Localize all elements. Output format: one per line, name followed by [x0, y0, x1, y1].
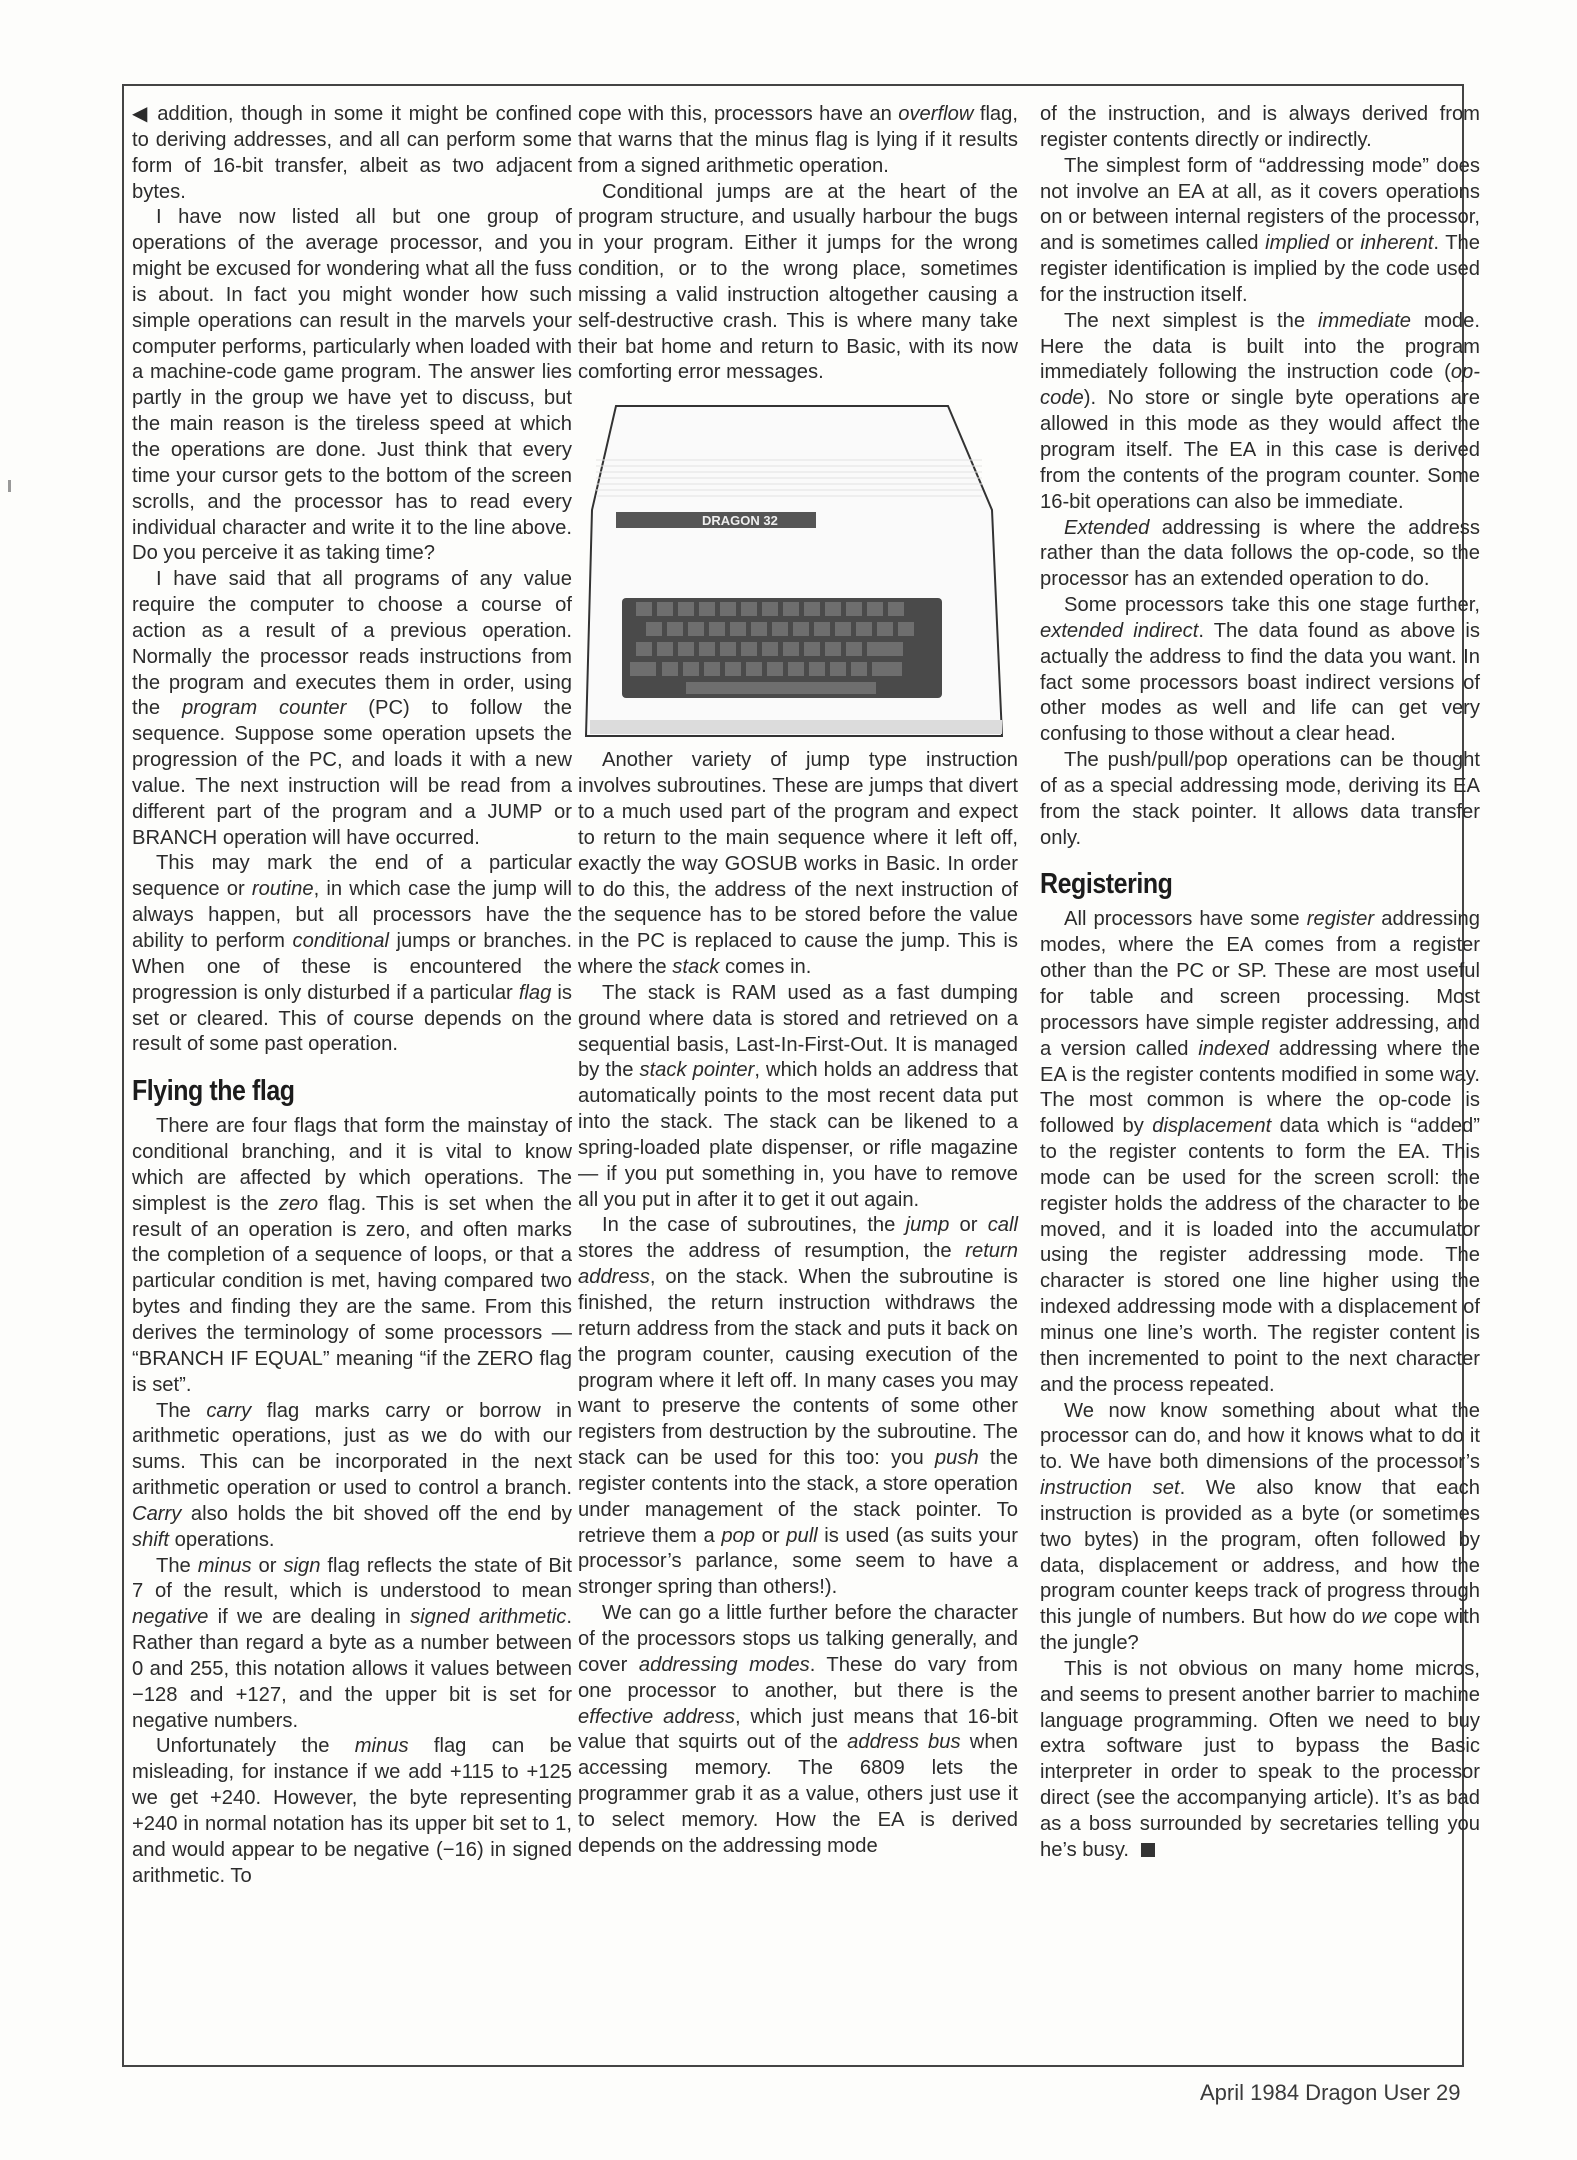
paragraph: All processors have some register addressing modes, where the EA comes from a register other than the PC or SP. These are most useful for table and screen processing. Most processors have simple register addressing, and a version called indexed addressing where the EA is the register contents modified in some way. The most common is where the op-code is followed by displacement data which is “added” to the register contents to form the EA. This mode can be used for the screen scroll: the register holds the address of the character to be moved, and it is loaded into the accumulator using the register addressing mode. The character is stored one line higher using the indexed addressing mode with a displacement of minus one line’s worth. The register content is then incremented to point to the next character and the process repeated. [1040, 908, 1481, 1396]
paragraph: We can go a little further before the character of the processors stops us talking generally, and cover addressing modes. These do vary from one processor to another, but there is the effective address, which just means that 16-bit value that squirts out of the address bus when accessing memory. The 6809 lets the programmer grab it as a value, others just use it to select memory. How the EA is derived depends on the addressing mode [578, 1602, 1018, 1857]
paragraph: In the case of subroutines, the jump or call stores the address of resumption, the return address, on the stack. When the subroutine is finished, the return instruction withdraws the return address from the stack and puts it back on the program counter, causing execution of the program where it left off. In many cases you may want to preserve the contents of some other registers from destruction by the subroutine. The stack can be used for this too: you push the register contents into the stack, a store operation under management of the stack pointer. To retrieve them a pop or pull is used (as suits your processor’s parlance, some seem to have a stronger spring than others!). [578, 1214, 1019, 1599]
end-of-article-icon [1141, 1843, 1155, 1857]
paragraph: There are four flags that form the mainstay of conditional branching, and it is vital to know which are affected by which operations. The simplest is the zero flag. This is set when the result of an operation is zero, and often marks the completion of a sequence of loops, or that a particular condition is met, having compared two bytes and finding they are the same. From this derives the terminology of some processors — “BRANCH IF EQUAL” meaning “if the ZERO flag is set”. [132, 1115, 572, 1396]
svg-text:DRAGON 32: DRAGON 32 [702, 513, 778, 529]
paragraph: cope with this, processors have an overflow flag, that warns that the minus flag is lying if it results from a signed arithmetic operation. [578, 103, 1018, 177]
paragraph: The push/pull/pop operations can be thought of as a special addressing mode, deriving its EA from the stack pointer. It allows data transfer only. [1040, 749, 1480, 849]
page-footer: April 1984 Dragon User 29 [1200, 2080, 1461, 2105]
paragraph: The carry flag marks carry or borrow in arithmetic operations, just as we do with our sums. This can be incorporated in the next arithmetic operation or used to control a branch. Carry also holds the bit shoved off the end by shift operations. [132, 1399, 572, 1551]
paragraph: I have now listed all but one group of operations of the average processor, and you might be excused for wondering what all the fuss is about. In fact you might wonder how such simple operations can result in the marvels your computer performs, particularly when loaded with a machine-code game program. The answer lies partly in the group we have yet to discuss, but the main reason is the tireless speed at which the operations are done. Just think that every time your cursor gets to the bottom of the screen scrolls, and the processor has to read every individual character and write it to the line above. Do you perceive it as taking time? [132, 206, 572, 565]
dragon-32-photo [582, 400, 1014, 740]
section-heading-flying-the-flag: Flying the flag [132, 1075, 295, 1108]
paragraph: This may mark the end of a particular sequence or routine, in which case the jump will always happen, but all processors have the ability to perform conditional jumps or branches. When one of these is encountered the progression is only disturbed if a particular flag is set or cleared. This of course depends on the result of some past operation. [132, 852, 572, 1056]
paragraph: The stack is RAM used as a fast dumping ground where data is stored and retrieved on a sequential basis, Last-In-First-Out. It is managed by the stack pointer, which holds an address that automatically points to the most recent data put into the stack. The stack can be likened to a spring-loaded plate dispenser, or rifle magazine — if you put something in, you have to remove all you put in after it to get it out again. [578, 981, 1018, 1211]
scan-mark [8, 480, 11, 492]
paragraph: The simplest form of “addressing mode” does not involve an EA at all, as it covers operations on or between internal registers of the processor, and is sometimes called implied or inherent. The register identification is implied by the code used for the instruction itself. [1040, 154, 1480, 306]
keyboard-illustration [582, 400, 1012, 738]
paragraph: The minus or sign flag reflects the state of Bit 7 of the result, which is understood to mean negative if we are dealing in signed arithmetic. Rather than regard a byte as a number between 0 and 255, this notation allows it values between −128 and +127, and the upper bit is set for negative numbers. [132, 1554, 572, 1732]
paragraph: We now know something about what the processor can do, and how it knows what to do it to. We have both dimensions of the processor’s instruction set. We also know that each instruction is provided as a byte (or sometimes two bytes) in the program, often followed by data, displacement or address, and how the program counter keeps track of progress through this jungle of numbers. But how do we cope with the jungle? [1040, 1399, 1480, 1655]
paragraph: Another variety of jump type instruction involves subroutines. These are jumps that divert to a much used part of the program and expect to return to the main sequence where it left off, exactly the way GOSUB works in Basic. In order to do this, the address of the next instruction of the sequence has to be stored before the value in the PC is replaced to cause the jump. This is where the stack comes in. [578, 749, 1018, 979]
paragraph: of the instruction, and is always derived from register contents directly or indirectly. [1040, 103, 1480, 151]
paragraph: Unfortunately the minus flag can be misleading, for instance if we add +115 to +125 we get +240. However, the byte representing +240 in normal notation has its upper bit set to 1, and would appear to be negative (−16) in signed arithmetic. To [132, 1735, 572, 1887]
column-1 [132, 102, 572, 1890]
paragraph: This is not obvious on many home micros, and seems to present another barrier to machine language programming. Often we need to buy extra software just to bypass the Basic interpreter in order to speak to the processor direct (see the accompanying article). It’s as bad as a boss surrounded by secretaries telling you he’s busy. [1040, 1657, 1480, 1861]
paragraph: Conditional jumps are at the heart of the program structure, and usually harbour the bugs in your program. Either it jumps for the wrong condition, or to the wrong place, sometimes missing a valid instruction altogether causing a self-destructive crash. This is where many take their bat home and return to Basic, with its now comforting error messages. [578, 180, 1018, 384]
paragraph: I have said that all programs of any value require the computer to choose a course of action as a result of a previous operation. Normally the processor reads instructions from the program and executes them in order, using the program counter (PC) to follow the sequence. Suppose some operation upsets the progression of the PC, and loads it with a new value. The next instruction will be read from a different part of the program and a JUMP or BRANCH operation will have occurred. [132, 568, 572, 849]
paragraph: Some processors take this one stage further, extended indirect. The data found as above is actually the address to find the data you want. In fact some processors boast indirect versions of other modes as well and life can get very confusing to those without a clear head. [1040, 594, 1480, 746]
paragraph: ◀ addition, though in some it might be confined to deriving addresses, and all can perform some form of 16-bit transfer, albeit as two adjacent bytes. [132, 103, 572, 203]
column-2 [578, 102, 1018, 1860]
section-heading-registering: Registering [1040, 868, 1173, 901]
column-3 [1040, 102, 1480, 1864]
paragraph: The next simplest is the immediate mode. Here the data is built into the program immediately following the instruction code (op-code). No store or single byte operations are allowed in this mode as they would affect the program itself. The EA in this case is derived from the contents of the program counter. Some 16-bit operations can also be immediate. [1040, 309, 1480, 513]
paragraph: Extended addressing is where the address rather than the data follows the op-code, so the processor has an extended operation to do. [1040, 516, 1480, 591]
